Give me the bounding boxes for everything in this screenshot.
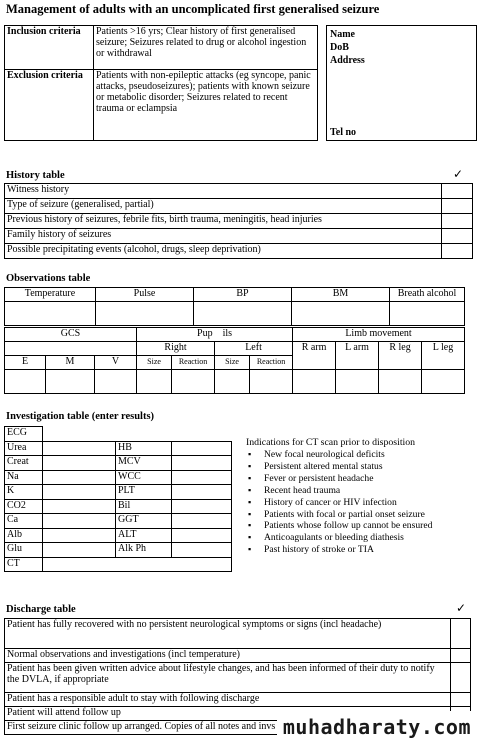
history-table xyxy=(4,183,473,259)
inv-label: K xyxy=(5,485,43,500)
inv-label: Na xyxy=(5,470,43,485)
inv-value[interactable] xyxy=(43,456,116,471)
discharge-check-cell[interactable] xyxy=(451,649,471,663)
inv-label: Alb xyxy=(5,528,43,543)
inv-value[interactable] xyxy=(43,528,116,543)
limb-l-leg-value[interactable] xyxy=(422,370,465,394)
ct-indication-item: ▪ Patients with focal or partial onset seizure xyxy=(246,509,478,521)
history-check-cell[interactable] xyxy=(442,214,473,229)
gcs-m-header: M xyxy=(46,356,95,370)
limb-movement-header: Limb movement xyxy=(293,328,465,342)
pupil-left-header: Left xyxy=(215,342,293,356)
inv-label: HB xyxy=(116,441,172,456)
patient-details-box[interactable] xyxy=(326,25,477,141)
inv-label: MCV xyxy=(116,456,172,471)
exclusion-label: Exclusion criteria xyxy=(5,70,94,141)
discharge-check-cell[interactable] xyxy=(451,663,471,693)
inv-ct-label: CT xyxy=(5,557,43,572)
gcs-v-value[interactable] xyxy=(95,370,137,394)
inv-ct-value[interactable] xyxy=(43,557,232,572)
history-item: Family history of seizures xyxy=(5,229,442,244)
inv-label: Urea xyxy=(5,441,43,456)
discharge-item: First seizure clinic follow up arranged. Copies of all notes and invs xyxy=(5,721,451,735)
ct-indication-item: ▪ New focal neurological deficits xyxy=(246,449,478,461)
inv-value[interactable] xyxy=(172,456,232,471)
obs-bp-value[interactable] xyxy=(194,302,292,326)
pupil-right-reaction-value[interactable] xyxy=(172,370,215,394)
inv-label: Alk Ph xyxy=(116,543,172,558)
inv-value[interactable] xyxy=(172,441,232,456)
obs-pulse-value[interactable] xyxy=(96,302,194,326)
history-item: Type of seizure (generalised, partial) xyxy=(5,199,442,214)
inv-value[interactable] xyxy=(43,543,116,558)
inv-value[interactable] xyxy=(172,543,232,558)
inv-label: PLT xyxy=(116,485,172,500)
ct-indication-item: ▪ Persistent altered mental status xyxy=(246,461,478,473)
inv-label: Bil xyxy=(116,499,172,514)
discharge-item: Normal observations and investigations (incl temperature) xyxy=(5,649,451,663)
limb-r-leg-header: R leg xyxy=(379,342,422,370)
pupil-left-reaction-value[interactable] xyxy=(250,370,293,394)
observations-heading: Observations table xyxy=(6,273,91,284)
history-heading: History table xyxy=(6,170,65,181)
ct-indications-list xyxy=(246,449,478,556)
tel-label: Tel no xyxy=(330,127,357,138)
exclusion-text: Patients with non-epileptic attacks (eg syncope, panic attacks, pseudoseizures); patients with known seizure or metabolic disorder; Seizures related to recent trauma or eclampsia xyxy=(94,70,318,141)
inv-value[interactable] xyxy=(43,441,116,456)
inv-ecg-value[interactable] xyxy=(43,427,116,442)
limb-l-leg-header: L leg xyxy=(422,342,465,370)
gcs-spacer xyxy=(5,342,137,356)
gcs-m-value[interactable] xyxy=(46,370,95,394)
gcs-e-header: E xyxy=(5,356,46,370)
inv-value[interactable] xyxy=(172,499,232,514)
inclusion-label: Inclusion criteria xyxy=(5,26,94,70)
inv-value[interactable] xyxy=(43,485,116,500)
history-tick-icon: ✓ xyxy=(453,167,464,181)
inv-label: Ca xyxy=(5,514,43,529)
obs-breath-alcohol-value[interactable] xyxy=(390,302,465,326)
history-check-cell[interactable] xyxy=(442,199,473,214)
criteria-table xyxy=(4,25,318,141)
ct-indication-item: ▪ Past history of stroke or TIA xyxy=(246,544,478,556)
pupil-right-header: Right xyxy=(137,342,215,356)
dob-label: DoB xyxy=(330,42,349,53)
ct-indication-item: ▪ Patients whose follow up cannot be ensured xyxy=(246,520,478,532)
discharge-check-cell[interactable] xyxy=(451,619,471,649)
investigation-heading: Investigation table (enter results) xyxy=(6,411,155,422)
history-item: Possible precipitating events (alcohol, drugs, sleep deprivation) xyxy=(5,244,442,259)
pupil-left-size-value[interactable] xyxy=(215,370,250,394)
obs-breath-alcohol-header: Breath alcohol xyxy=(390,288,465,302)
inv-label: Creat xyxy=(5,456,43,471)
discharge-item: Patient will attend follow up xyxy=(5,707,451,721)
discharge-tick-icon: ✓ xyxy=(456,601,467,615)
pupil-right-size-value[interactable] xyxy=(137,370,172,394)
inv-value[interactable] xyxy=(172,485,232,500)
limb-l-arm-value[interactable] xyxy=(336,370,379,394)
obs-pulse-header: Pulse xyxy=(96,288,194,302)
watermark-logo: muhadharaty.com xyxy=(277,711,477,743)
inv-value[interactable] xyxy=(43,499,116,514)
limb-r-leg-value[interactable] xyxy=(379,370,422,394)
inv-value[interactable] xyxy=(172,514,232,529)
inv-value[interactable] xyxy=(43,470,116,485)
observations-neuro-table xyxy=(4,327,465,394)
inv-value[interactable] xyxy=(172,470,232,485)
pupils-header: Pup ils xyxy=(137,328,293,342)
history-item: Witness history xyxy=(5,184,442,199)
discharge-item: Patient has a responsible adult to stay with following discharge xyxy=(5,693,451,707)
ct-indication-item: ▪ History of cancer or HIV infection xyxy=(246,497,478,509)
ct-indications-heading: Indications for CT scan prior to disposition xyxy=(246,437,416,448)
obs-temperature-value[interactable] xyxy=(5,302,96,326)
discharge-item: Patient has been given written advice about lifestyle changes, and has been informed of their duty to notify the DVLA, if appropriate xyxy=(5,663,451,693)
pupil-left-size-header: Size xyxy=(215,356,250,370)
history-check-cell[interactable] xyxy=(442,244,473,259)
limb-r-arm-value[interactable] xyxy=(293,370,336,394)
gcs-header: GCS xyxy=(5,328,137,342)
pupil-left-reaction-header: Reaction xyxy=(250,356,293,370)
discharge-heading: Discharge table xyxy=(6,604,76,615)
history-item: Previous history of seizures, febrile fits, birth trauma, meningitis, head injuries xyxy=(5,214,442,229)
obs-bp-header: BP xyxy=(194,288,292,302)
discharge-item: Patient has fully recovered with no persistent neurological symptoms or signs (incl headache) xyxy=(5,619,451,649)
history-check-cell[interactable] xyxy=(442,184,473,199)
history-check-cell[interactable] xyxy=(442,229,473,244)
inv-blank xyxy=(116,427,232,442)
gcs-e-value[interactable] xyxy=(5,370,46,394)
ct-indication-item: ▪ Anticoagulants or bleeding diathesis xyxy=(246,532,478,544)
pupil-right-size-header: Size xyxy=(137,356,172,370)
inv-label: WCC xyxy=(116,470,172,485)
discharge-check-cell[interactable] xyxy=(451,693,471,707)
name-label: Name xyxy=(330,29,355,40)
inv-value[interactable] xyxy=(43,514,116,529)
pupil-right-reaction-header: Reaction xyxy=(172,356,215,370)
gcs-v-header: V xyxy=(95,356,137,370)
inv-label: ALT xyxy=(116,528,172,543)
ct-indication-item: ▪ Recent head trauma xyxy=(246,485,478,497)
page-title: Management of adults with an uncomplicated first generalised seizure xyxy=(6,2,380,16)
limb-l-arm-header: L arm xyxy=(336,342,379,370)
obs-bm-value[interactable] xyxy=(292,302,390,326)
inv-value[interactable] xyxy=(172,528,232,543)
ct-indications xyxy=(246,437,478,556)
inv-label: Glu xyxy=(5,543,43,558)
obs-bm-header: BM xyxy=(292,288,390,302)
inclusion-text: Patients >16 yrs; Clear history of first generalised seizure; Seizures related to drug or alcohol ingestion or withdrawal xyxy=(94,26,318,70)
ct-indication-item: ▪ Fever or persistent headache xyxy=(246,473,478,485)
obs-temperature-header: Temperature xyxy=(5,288,96,302)
limb-r-arm-header: R arm xyxy=(293,342,336,370)
inv-label: CO2 xyxy=(5,499,43,514)
inv-ecg-label: ECG xyxy=(5,427,43,442)
observations-vitals-table xyxy=(4,287,465,326)
investigation-table xyxy=(4,426,232,572)
address-label: Address xyxy=(330,55,365,66)
inv-label: GGT xyxy=(116,514,172,529)
